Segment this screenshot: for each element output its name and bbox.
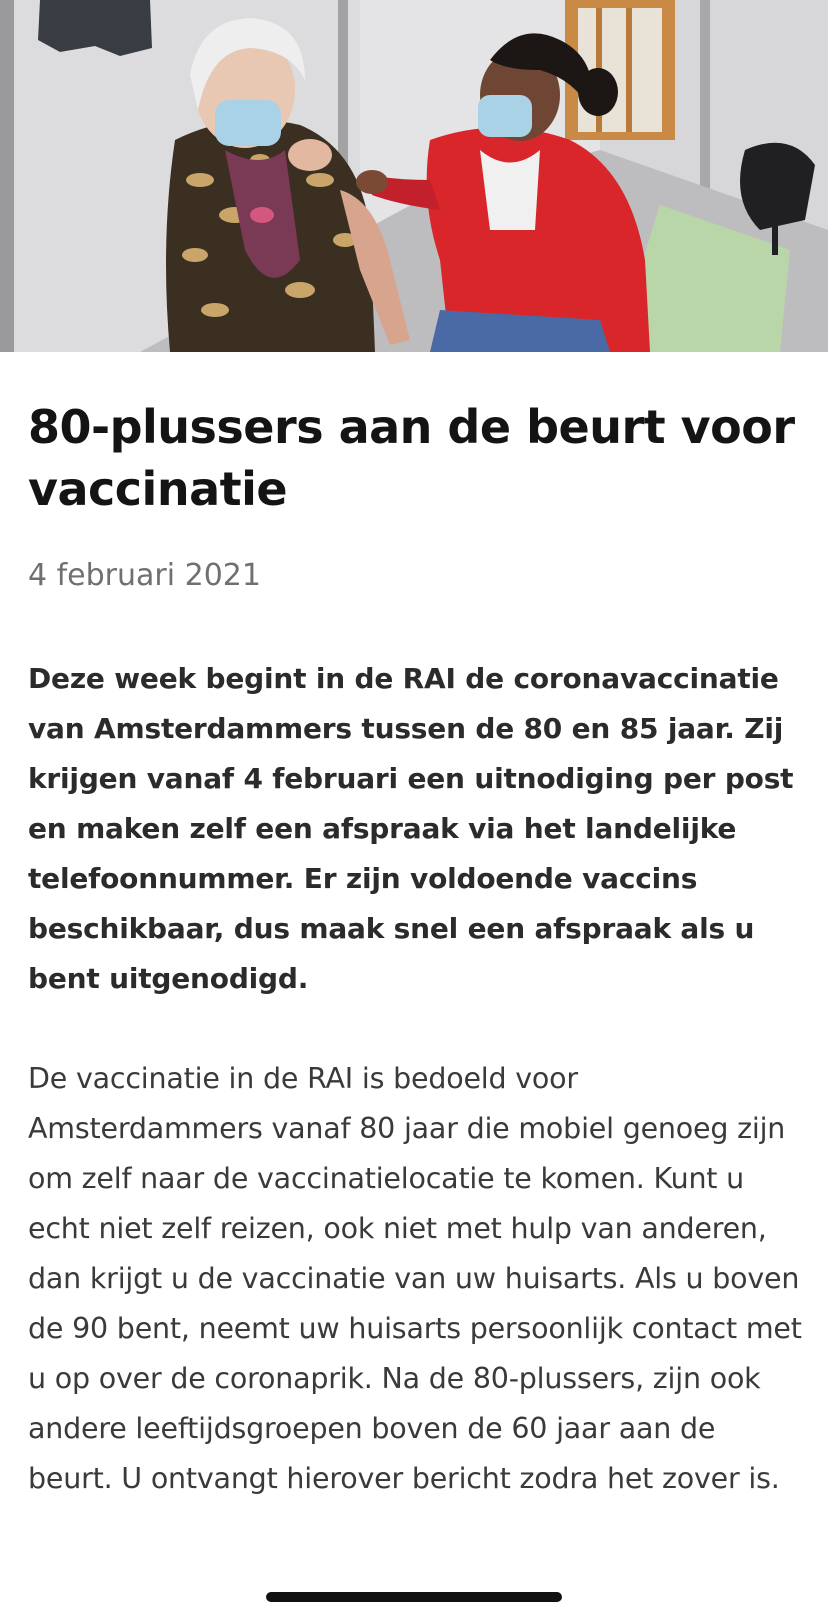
vaccination-scene-illustration (0, 0, 828, 352)
article-lead: Deze week begint in de RAI de coronavaccinatie van Amsterdammers tussen de 80 en 85 jaar. Zij krijgen vanaf 4 februari een uitnodiging per post en maken zelf een afspraak via het landelijke telefoonnummer. Er zijn voldoende vaccins beschikbaar, dus maak snel een afspraak als u bent uitgenodigd. (28, 662, 794, 995)
article-body: De vaccinatie in de RAI is bedoeld voor Amsterdammers vanaf 80 jaar die mobiel genoeg zijn om zelf naar de vaccinatielocatie te komen. Kunt u echt niet zelf reizen, ook niet met hulp van anderen, dan krijgt u de vaccinatie van uw huisarts. Als u boven de 90 bent, neemt uw huisarts persoonlijk contact met u op over de coronaprik. Na de 80-plussers, zijn ook andere leeftijdsgroepen boven de 60 jaar aan de beurt. U ontvangt hierover bericht zodra het zover is. (28, 1062, 802, 1495)
article-title: 80-plussers aan de beurt voor vaccinatie (28, 400, 795, 516)
article-date: 4 februari 2021 (28, 558, 261, 593)
home-indicator[interactable] (266, 1592, 562, 1602)
article (28, 352, 804, 1504)
hero-photo (0, 0, 828, 352)
